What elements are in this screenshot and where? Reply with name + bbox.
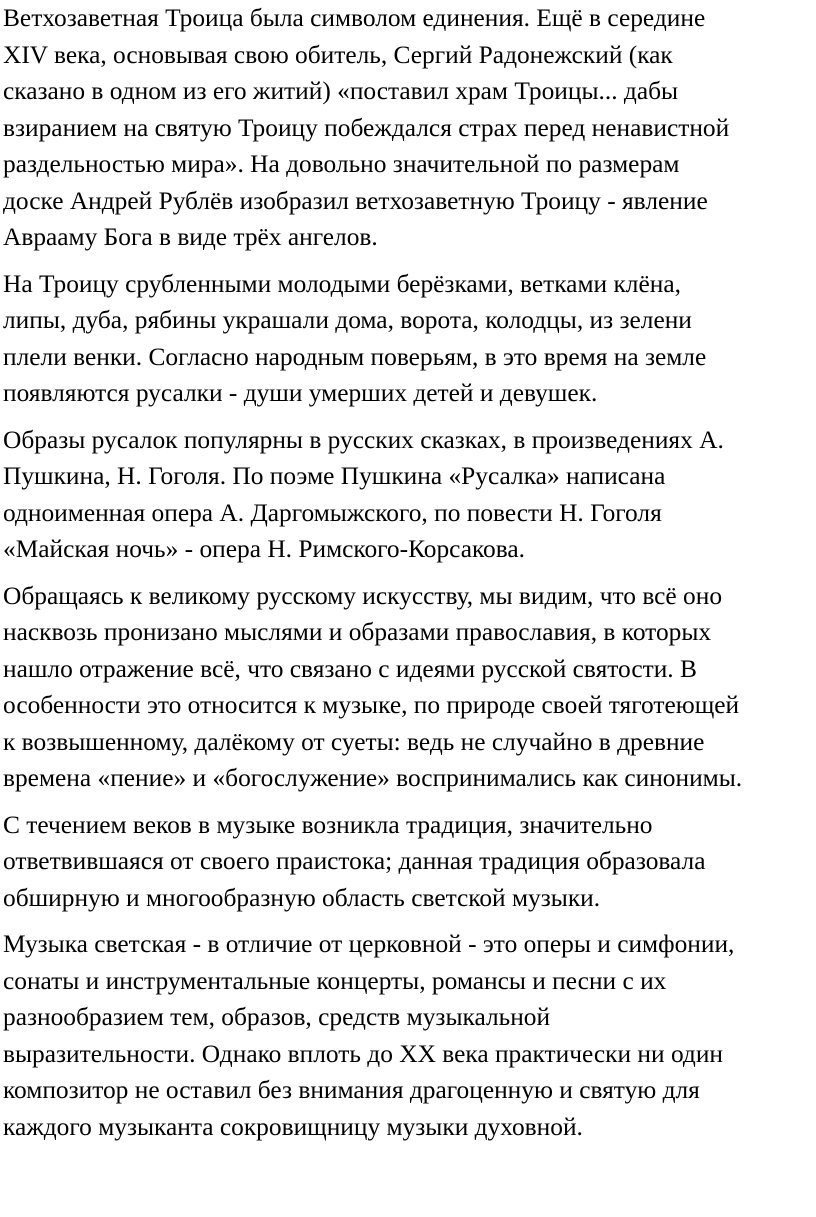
text-line: сонаты и инструментальные концерты, романсы и песни с их: [3, 966, 667, 995]
paragraph-russian-art: [3, 578, 810, 797]
paragraph-trinity: [3, 0, 810, 256]
text-line: Музыка светская - в отличие от церковной - это оперы и симфонии,: [3, 930, 735, 958]
text-line: нашло отражение всё, что связано с идеями русской святости. В: [3, 654, 697, 683]
text-line: выразительности. Однако вплоть до XX века практически ни один: [3, 1039, 723, 1068]
text-line: каждого музыканта сокровищницу музыки духовной.: [3, 1112, 583, 1141]
text-line: особенности это относится к музыке, по природе своей тяготеющей: [3, 691, 740, 719]
text-line: ответвившаяся от своего праистока; данная традиция образовала: [3, 847, 706, 875]
text-line: Ветхозаветная Троица была символом единения. Ещё в середине: [3, 4, 706, 32]
text-line: Обращаясь к великому русскому искусству, мы видим, что всё оно: [3, 581, 723, 610]
text-line: Аврааму Бога в виде трёх ангелов.: [3, 223, 378, 251]
text-line: разнообразием тем, образов, средств музыкальной: [3, 1003, 551, 1031]
paragraph-mermaids: [3, 422, 810, 568]
text-line: XIV века, основывая свою обитель, Сергий Радонежский (как: [3, 40, 673, 69]
text-line: Образы русалок популярны в русских сказках, в произведениях А.: [3, 425, 724, 454]
text-line: липы, дуба, рябины украшали дома, ворота, колодцы, из зелени: [3, 306, 692, 334]
paragraph-trinity-customs: [3, 266, 810, 412]
text-line: взиранием на святую Троицу побеждался страх перед ненавистной: [3, 113, 730, 142]
text-line: сказано в одном из его житий) «поставил храм Троицы... дабы: [3, 77, 679, 105]
text-line: доске Андрей Рублёв изобразил ветхозаветную Троицу - явление: [3, 186, 708, 215]
text-line: С течением веков в музыке возникла традиция, значительно: [3, 810, 653, 839]
text-line: появляются русалки - души умерших детей и девушек.: [3, 379, 598, 407]
paragraph-secular-music: [3, 926, 810, 1145]
text-line: к возвышенному, далёкому от суеты: ведь не случайно в древние: [3, 727, 705, 756]
text-line: композитор не оставил без внимания драгоценную и святую для: [3, 1076, 700, 1104]
text-line: насквозь пронизано мыслями и образами православия, в которых: [3, 618, 712, 646]
text-line: Пушкина, Н. Гоголя. По поэме Пушкина «Русалка» написана: [3, 462, 666, 490]
text-line: одноименная опера А. Даргомыжского, по повести Н. Гоголя: [3, 498, 662, 527]
text-line: обширную и многообразную область светской музыки.: [3, 883, 601, 912]
paragraph-secular-tradition: [3, 807, 810, 917]
text-line: На Троицу срубленными молодыми берёзками, ветками клёна,: [3, 269, 681, 298]
text-line: раздельностью мира». На довольно значительной по размерам: [3, 150, 680, 178]
text-line: плели венки. Согласно народным поверьям, в это время на земле: [3, 342, 707, 371]
text-line: времена «пение» и «богослужение» воспринимались как синонимы.: [3, 764, 743, 792]
text-line: «Майская ночь» - опера Н. Римского-Корсакова.: [3, 535, 526, 563]
